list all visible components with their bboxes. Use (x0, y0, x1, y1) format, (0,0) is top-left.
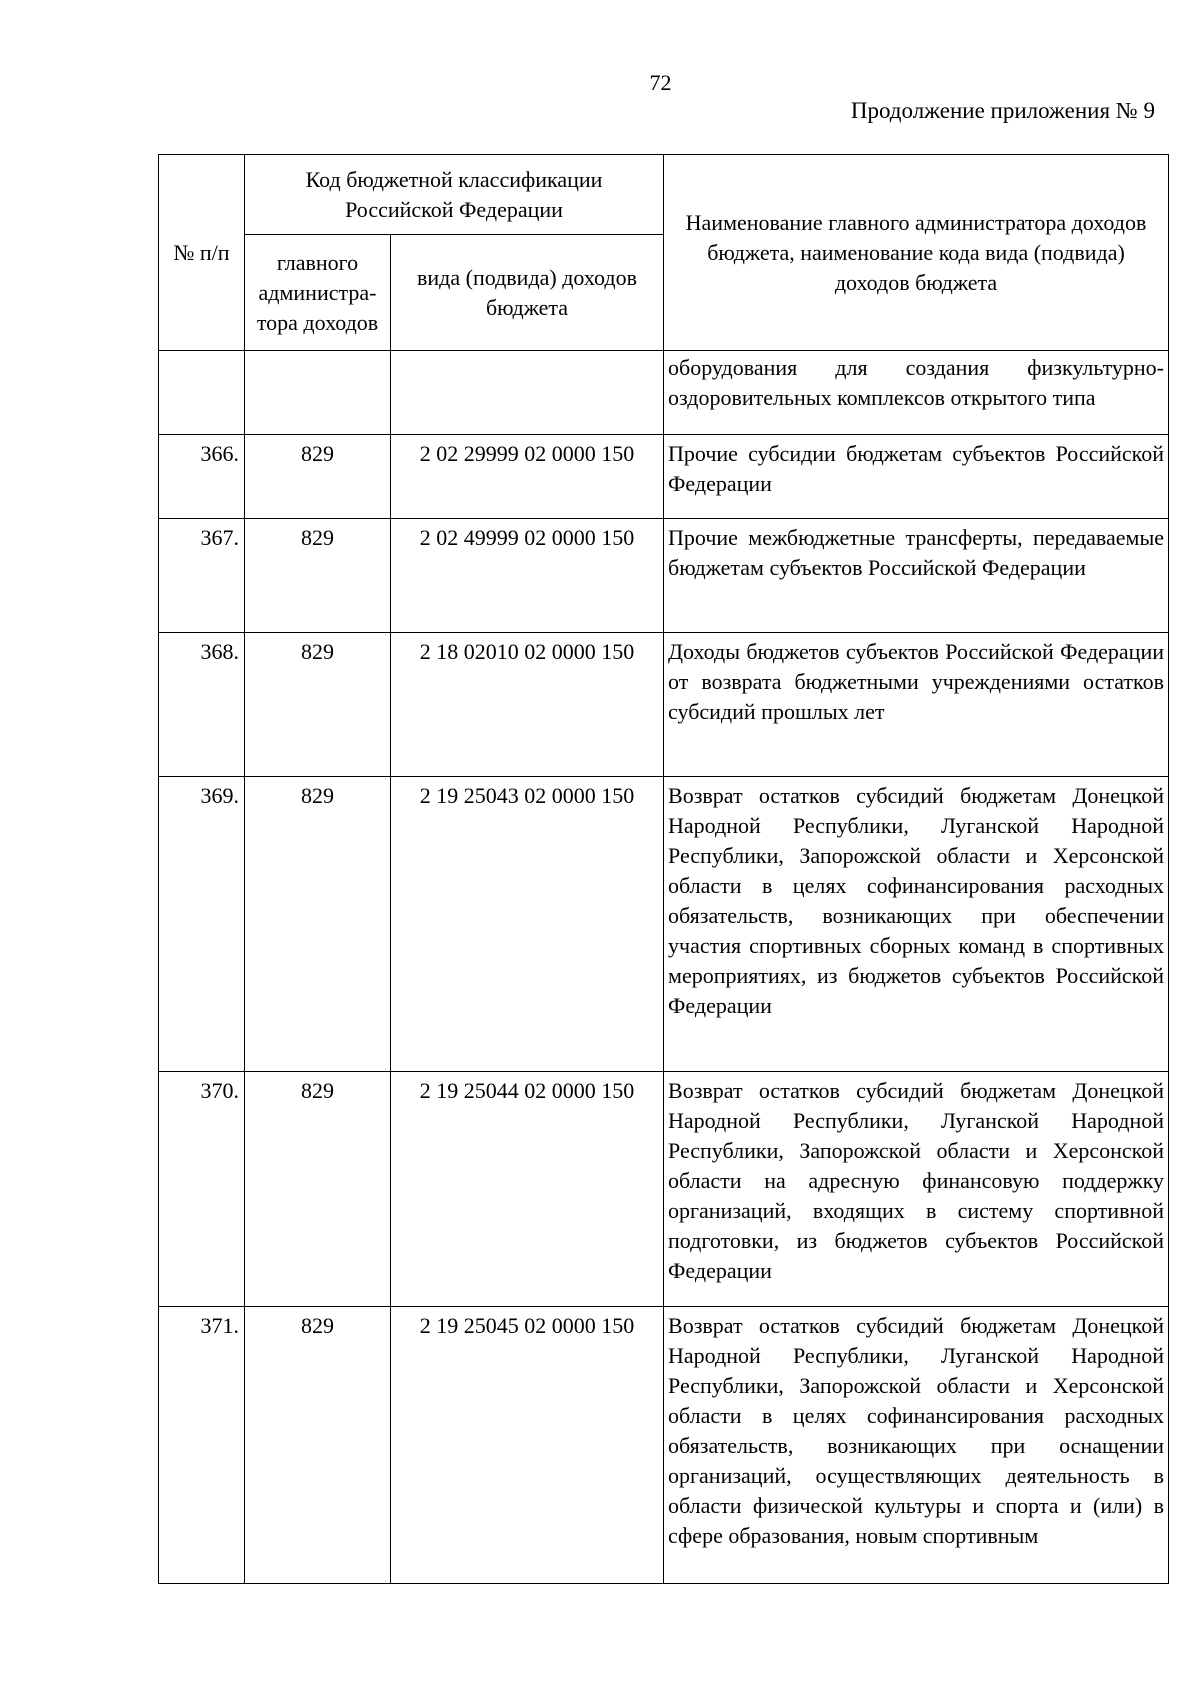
row-income-code: 2 18 02010 02 0000 150 (391, 633, 664, 777)
row-number: 366. (159, 435, 245, 519)
row-income-code: 2 19 25044 02 0000 150 (391, 1072, 664, 1307)
row-income-code: 2 19 25043 02 0000 150 (391, 777, 664, 1072)
row-admin-code: 829 (245, 1072, 391, 1307)
header-income-type-code: вида (подвида) доходов бюджета (391, 235, 664, 351)
row-name: Прочие межбюджетные трансферты, передаваемые бюджетам субъектов Российской Федерации (664, 519, 1169, 633)
row-income-code: 2 02 49999 02 0000 150 (391, 519, 664, 633)
row-name: Возврат остатков субсидий бюджетам Донецкой Народной Республики, Луганской Народной Республики, Запорожской области и Херсонской области на адресную финансовую поддержку организаций, входящих в систему спортивной подготовки, из бюджетов субъектов Российской Федерации (664, 1072, 1169, 1307)
row-number: 371. (159, 1307, 245, 1584)
row-name: Возврат остатков субсидий бюджетам Донецкой Народной Республики, Луганской Народной Республики, Запорожской области и Херсонской области в целях софинансирования расходных обязательств, возникающих при оснащении организаций, осуществляющих деятельность в области физической культуры и спорта и (или) в сфере образования, новым спортивным (664, 1307, 1169, 1584)
header-budget-code-group: Код бюджетной классификации Российской Федерации (245, 155, 664, 235)
table-row (159, 1307, 1169, 1584)
row-admin-code: 829 (245, 435, 391, 519)
row-admin-code: 829 (245, 1307, 391, 1584)
row-admin-code: 829 (245, 519, 391, 633)
table-row (159, 519, 1169, 633)
row-income-code: 2 02 29999 02 0000 150 (391, 435, 664, 519)
table-row (159, 1072, 1169, 1307)
appendix-continuation-note: Продолжение приложения № 9 (850, 98, 1155, 123)
row-name: оборудования для создания физкультурно-оздоровительных комплексов открытого типа (664, 351, 1169, 435)
row-admin-code: 829 (245, 777, 391, 1072)
table-row (159, 777, 1169, 1072)
row-name: Прочие субсидии бюджетам субъектов Российской Федерации (664, 435, 1169, 519)
budget-classification-table (158, 154, 1169, 1584)
row-name: Возврат остатков субсидий бюджетам Донецкой Народной Республики, Луганской Народной Республики, Запорожской области и Херсонской области в целях софинансирования расходных обязательств, возникающих при обеспечении участия спортивных сборных команд в спортивных мероприятиях, из бюджетов субъектов Российской Федерации (664, 777, 1169, 1072)
table-row (159, 435, 1169, 519)
row-number: 370. (159, 1072, 245, 1307)
row-name: Доходы бюджетов субъектов Российской Федерации от возврата бюджетными учреждениями остатков субсидий прошлых лет (664, 633, 1169, 777)
row-admin-code (245, 351, 391, 435)
row-number: 368. (159, 633, 245, 777)
row-income-code (391, 351, 664, 435)
row-income-code: 2 19 25045 02 0000 150 (391, 1307, 664, 1584)
row-admin-code: 829 (245, 633, 391, 777)
page-number: 72 (649, 70, 672, 95)
row-number (159, 351, 245, 435)
header-name: Наименование главного администратора доходов бюджета, наименование кода вида (подвида) доходов бюджета (664, 155, 1169, 351)
header-number: № п/п (159, 155, 245, 351)
row-number: 367. (159, 519, 245, 633)
table-row (159, 351, 1169, 435)
table-row (159, 633, 1169, 777)
row-number: 369. (159, 777, 245, 1072)
header-admin-code: главного администра-тора доходов (245, 235, 391, 351)
